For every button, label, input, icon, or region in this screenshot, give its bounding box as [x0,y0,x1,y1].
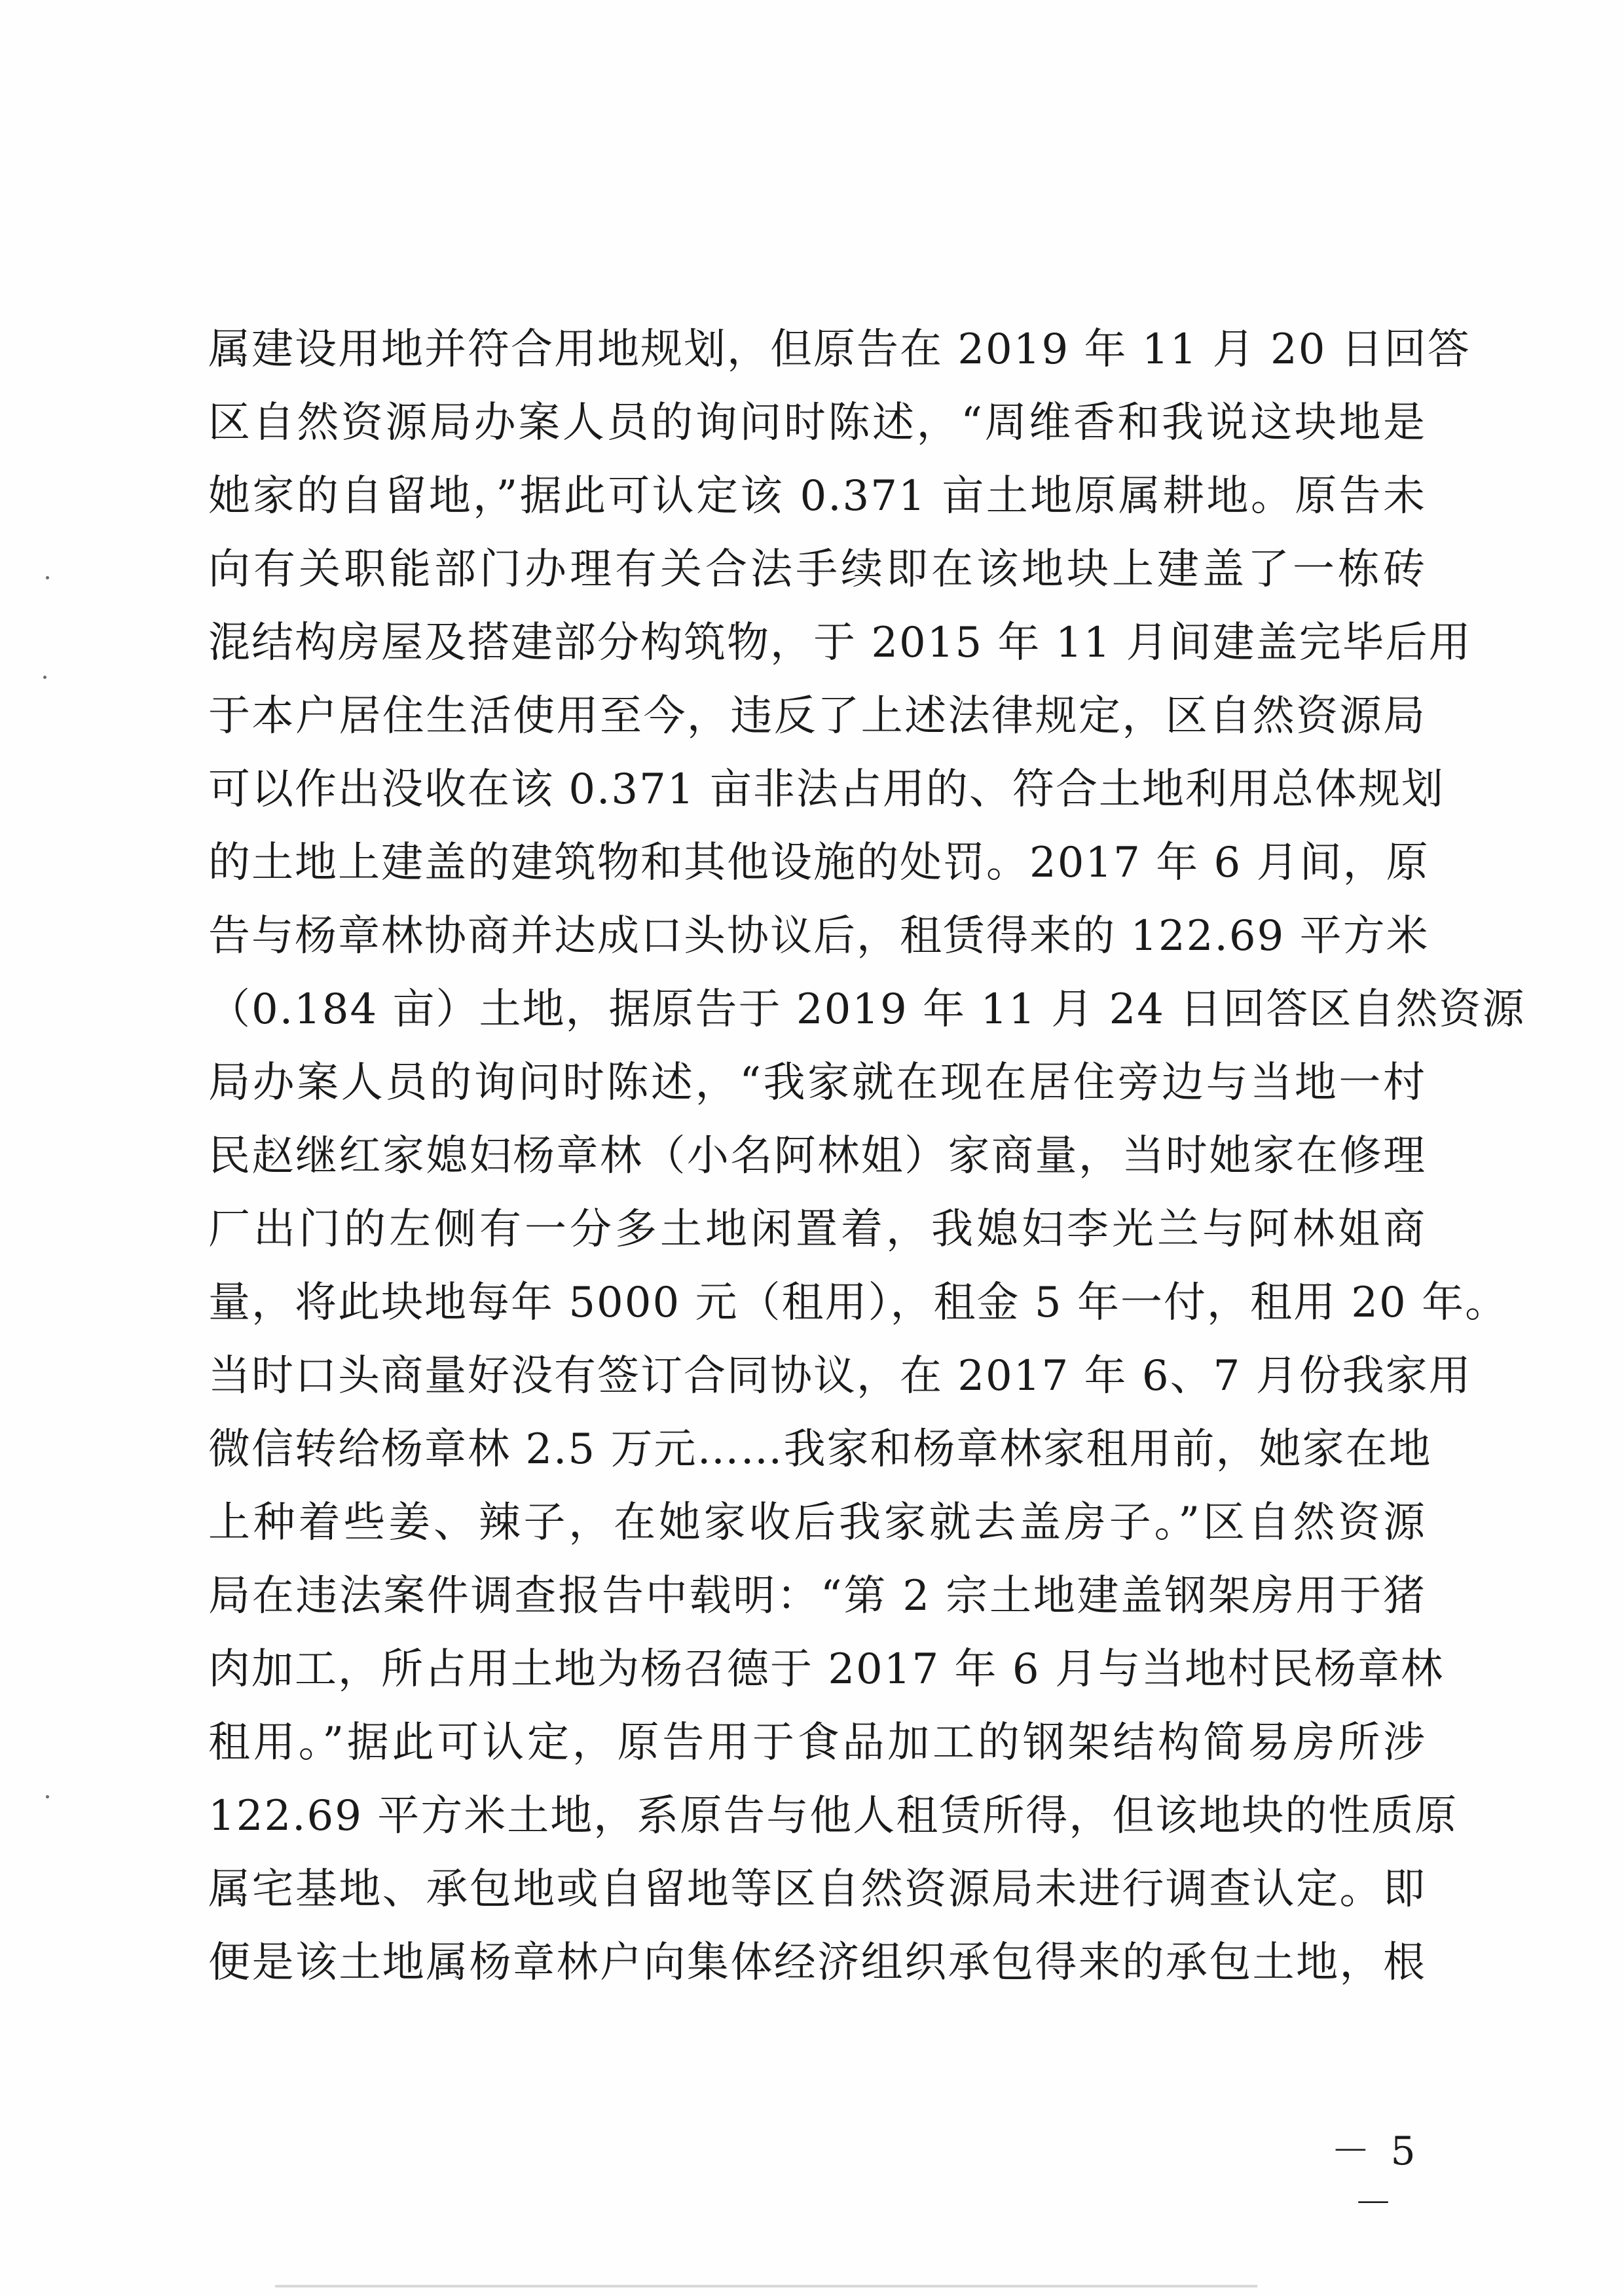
text-line: 局办案人员的询问时陈述，“我家就在现在居住旁边与当地一村 [208,1059,1426,1107]
text-line: 的土地上建盖的建筑物和其他设施的处罚。2017 年 6 月间，原 [208,839,1430,887]
text-line: 属建设用地并符合用地规划，但原告在 2019 年 11 月 20 日回答 [208,325,1471,374]
text-line: 122.69 平方米土地，系原告与他人租赁所得，但该地块的性质原 [208,1792,1458,1840]
page-number: － 5 － [1331,2128,1420,2227]
text-line: 局在违法案件调查报告中载明：“第 2 宗土地建盖钢架房用于猪 [208,1572,1426,1620]
text-line: 区自然资源局办案人员的询问时陈述，“周维香和我说这块地是 [208,399,1426,447]
text-line: 上种着些姜、辣子，在她家收后我家就去盖房子。”区自然资源 [208,1499,1426,1547]
text-line: 厂出门的左侧有一分多土地闲置着，我媳妇李光兰与阿林姐商 [208,1205,1426,1254]
binding-hole-mark [46,1795,49,1798]
text-line: 量，将此块地每年 5000 元（租用），租金 5 年一付，租用 20 年。 [208,1279,1509,1327]
text-line: 肉加工，所占用土地为杨召德于 2017 年 6 月与当地村民杨章林 [208,1645,1444,1694]
scan-edge-shadow [275,2285,1257,2287]
body-text [208,313,1526,1999]
text-line: 混结构房屋及搭建部分构筑物，于 2015 年 11 月间建盖完毕后用 [208,619,1472,667]
text-line: 租用。”据此可认定，原告用于食品加工的钢架结构简易房所涉 [208,1719,1426,1767]
text-line: （0.184 亩）土地，据原告于 2019 年 11 月 24 日回答区自然资源 [208,985,1526,1034]
binding-hole-mark [46,576,49,579]
text-line: 属宅基地、承包地或自留地等区自然资源局未进行调查认定。即 [208,1865,1426,1914]
text-line: 微信转给杨章林 2.5 万元……我家和杨章林家租用前，她家在地 [208,1425,1432,1474]
text-line: 她家的自留地，”据此可认定该 0.371 亩土地原属耕地。原告未 [208,472,1426,520]
text-line: 便是该土地属杨章林户向集体经济组织承包得来的承包土地，根 [208,1939,1426,1987]
text-line: 于本户居住生活使用至今，违反了上述法律规定，区自然资源局 [208,692,1426,740]
text-line: 民赵继红家媳妇杨章林（小名阿林姐）家商量，当时她家在修理 [208,1132,1426,1180]
text-line: 当时口头商量好没有签订合同协议，在 2017 年 6、7 月份我家用 [208,1352,1472,1400]
text-line: 告与杨章林协商并达成口头协议后，租赁得来的 122.69 平方米 [208,912,1430,960]
text-line: 向有关职能部门办理有关合法手续即在该地块上建盖了一栋砖 [208,545,1426,594]
text-line: 可以作出没收在该 0.371 亩非法占用的、符合土地利用总体规划 [208,765,1445,814]
binding-hole-mark [43,676,46,679]
